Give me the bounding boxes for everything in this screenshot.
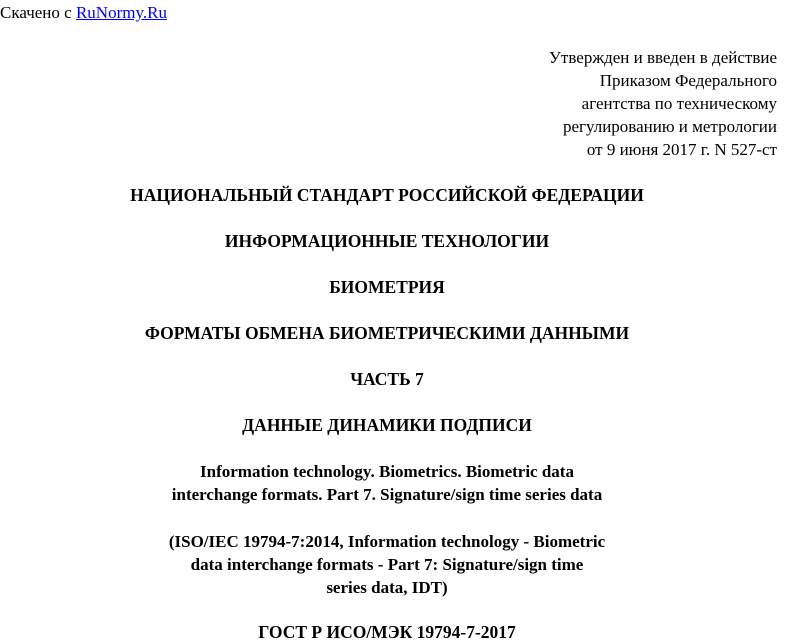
signature-heading: ДАННЫЕ ДИНАМИКИ ПОДПИСИ	[242, 415, 532, 435]
part-heading: ЧАСТЬ 7	[350, 369, 424, 389]
source-line	[0, 3, 167, 23]
iso-reference-line: data interchange formats - Part 7: Signature/sign time	[190, 555, 584, 574]
source-prefix: Скачено с	[0, 3, 76, 22]
approval-line: агентства по техническому	[581, 94, 777, 113]
approval-line: Утвержден и введен в действие	[548, 48, 777, 67]
english-title-line: Information technology. Biometrics. Biometric data	[200, 462, 574, 481]
approval-line: Приказом Федерального	[599, 71, 777, 90]
approval-block	[397, 46, 777, 161]
national-standard-heading: НАЦИОНАЛЬНЫЙ СТАНДАРТ РОССИЙСКОЙ ФЕДЕРАЦИИ	[130, 185, 644, 205]
gost-number: ГОСТ Р ИСО/МЭК 19794-7-2017	[258, 622, 516, 642]
it-heading: ИНФОРМАЦИОННЫЕ ТЕХНОЛОГИИ	[224, 231, 550, 251]
runormy-link[interactable]: RuNormy.Ru	[75, 3, 167, 22]
iso-reference-line: series data, IDT)	[326, 578, 448, 597]
english-title	[0, 460, 774, 506]
iso-reference-line: (ISO/IEC 19794-7:2014, Information technology - Biometric	[168, 532, 606, 551]
approval-line: от 9 июня 2017 г. N 527-ст	[586, 140, 777, 159]
english-title-line: interchange formats. Part 7. Signature/sign time series data	[171, 485, 603, 504]
approval-line: регулированию и метрологии	[562, 117, 777, 136]
biometrics-heading: БИОМЕТРИЯ	[329, 277, 445, 297]
iso-reference	[0, 530, 774, 599]
formats-heading: ФОРМАТЫ ОБМЕНА БИОМЕТРИЧЕСКИМИ ДАННЫМИ	[144, 323, 630, 343]
